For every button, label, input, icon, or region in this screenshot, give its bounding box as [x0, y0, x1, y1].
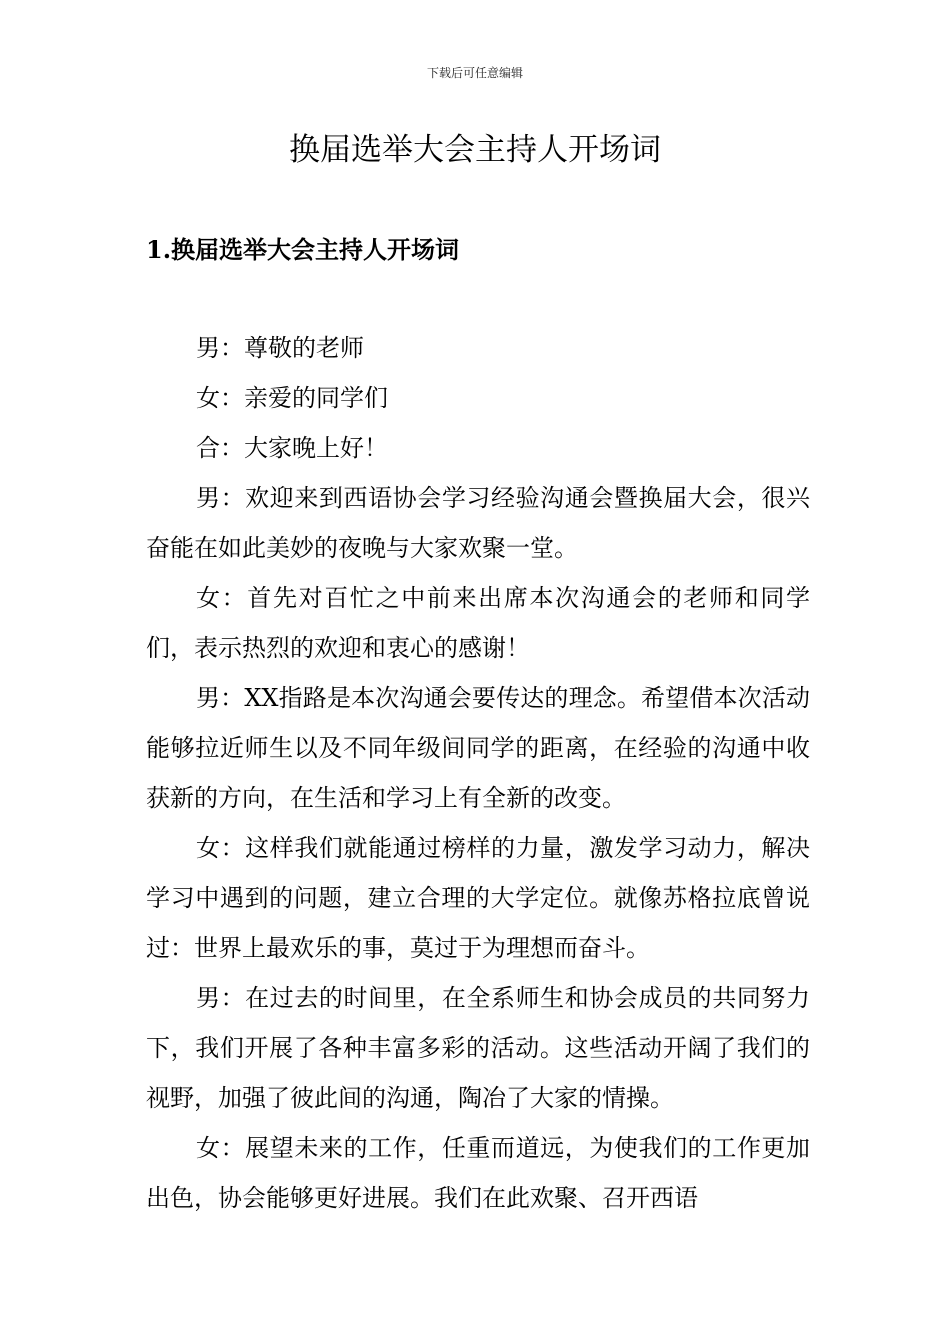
paragraph-5: 女：首先对百忙之中前来出席本次沟通会的老师和同学们，表示热烈的欢迎和衷心的感谢！ [146, 584, 810, 662]
paragraph-6: 男：XX指路是本次沟通会要传达的理念。希望借本次活动能够拉近师生以及不同年级间同学的距离，在经验的沟通中收获新的方向，在生活和学习上有全新的改变。 [146, 684, 810, 812]
document-body [146, 323, 810, 1223]
section-heading: 1.换届选举大会主持人开场词 [146, 235, 460, 264]
header-note: 下载后可任意编辑 [426, 66, 523, 80]
paragraph-9: 女：展望未来的工作，任重而道远，为使我们的工作更加出色，协会能够更好进展。我们在此欢聚、召开西语 [146, 1134, 810, 1212]
paragraph-7: 女：这样我们就能通过榜样的力量，激发学习动力，解决学习中遇到的问题，建立合理的大学定位。就像苏格拉底曾说过：世界上最欢乐的事，莫过于为理想而奋斗。 [146, 834, 810, 962]
paragraph-8: 男：在过去的时间里，在全系师生和协会成员的共同努力下，我们开展了各种丰富多彩的活动。这些活动开阔了我们的视野，加强了彼此间的沟通，陶冶了大家的情操。 [146, 984, 810, 1112]
document-title: 换届选举大会主持人开场词 [289, 132, 661, 168]
paragraph-3: 合：大家晚上好！ [196, 434, 388, 462]
paragraph-2: 女：亲爱的同学们 [196, 384, 388, 412]
paragraph-4: 男：欢迎来到西语协会学习经验沟通会暨换届大会，很兴奋能在如此美妙的夜晚与大家欢聚一堂。 [146, 484, 810, 562]
paragraph-1: 男：尊敬的老师 [196, 334, 364, 362]
